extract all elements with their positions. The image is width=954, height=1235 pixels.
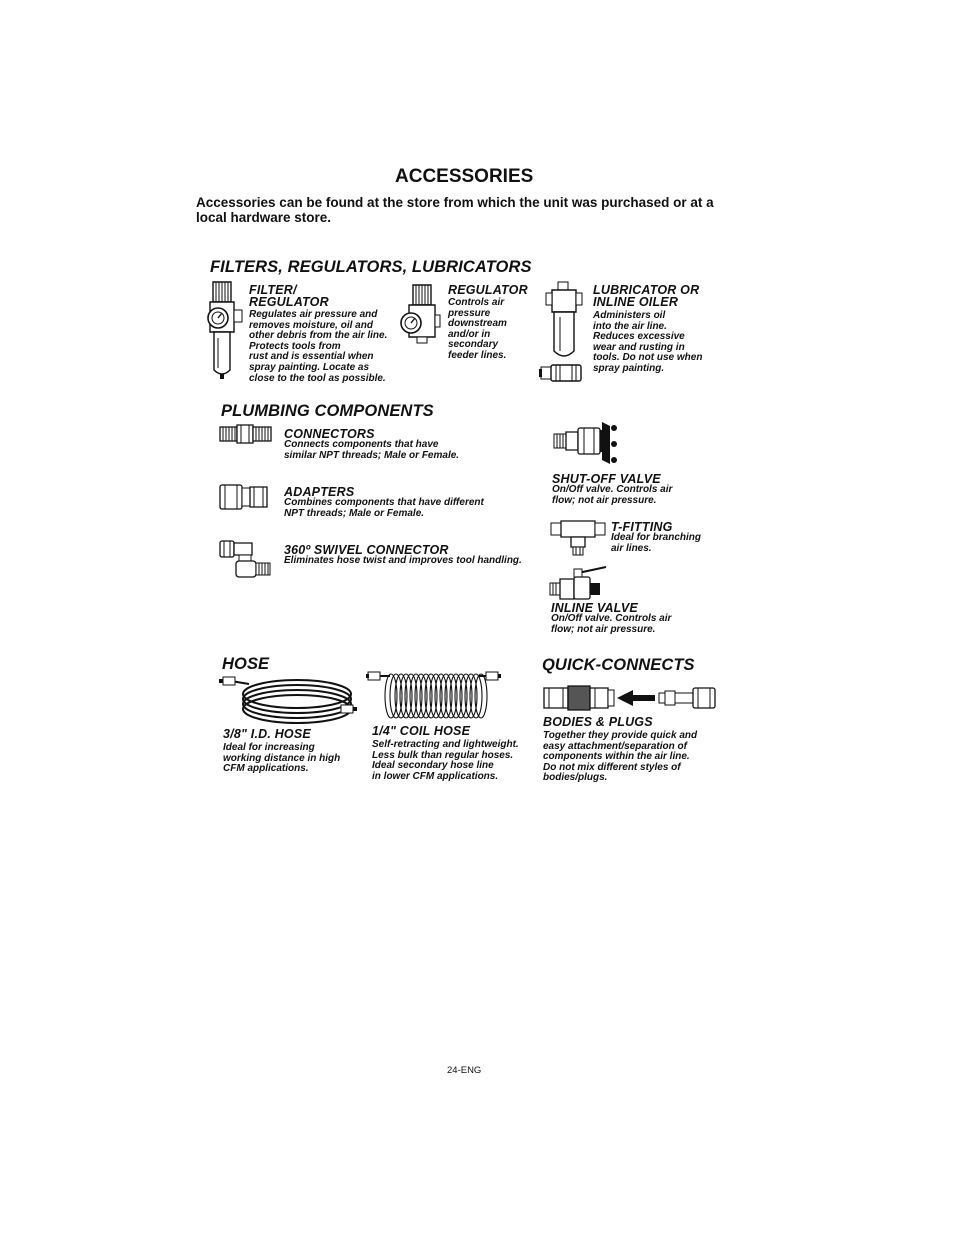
shutoff-title: SHUT-OFF VALVE (552, 472, 661, 486)
filter-regulator-desc: Regulates air pressure and removes moisture, oil and other debris from the air line. Protects tools from rust and is essential when spray painting. Locate as close to the tool as possible. (249, 309, 388, 384)
id-hose-icon (219, 672, 359, 726)
inline-valve-title: INLINE VALVE (551, 601, 638, 615)
lubricator-desc: Administers oil into the air line. Reduces excessive wear and rusting in tools. Do not use when spray painting. (593, 310, 703, 374)
quick-connects-heading: QUICK-CONNECTS (542, 656, 695, 674)
bodies-plugs-desc: Together they provide quick and easy attachment/separation of components within the air line. Do not mix different styles of bodies/plugs. (543, 730, 698, 784)
regulator-title: REGULATOR (448, 283, 528, 297)
adapters-desc: Combines components that have different NPT threads; Male or Female. (284, 497, 484, 519)
id-hose-desc: Ideal for increasing working distance in high CFM applications. (223, 742, 341, 775)
bodies-plugs-icon (543, 684, 719, 712)
t-fitting-icon (550, 519, 606, 557)
plumbing-heading: PLUMBING COMPONENTS (221, 402, 434, 420)
swivel-title: 360º SWIVEL CONNECTOR (284, 543, 449, 557)
filters-heading: FILTERS, REGULATORS, LUBRICATORS (210, 258, 532, 276)
inline-valve-desc: On/Off valve. Controls air flow; not air pressure. (551, 613, 672, 635)
swivel-connector-icon (219, 539, 273, 579)
regulator-icon (399, 283, 441, 345)
intro-text: Accessories can be found at the store from which the unit was purchased or at a local hardware store. (196, 195, 714, 225)
hose-heading: HOSE (222, 655, 270, 673)
connectors-desc: Connects components that have similar NPT threads; Male or Female. (284, 439, 460, 461)
inline-valve-icon (548, 565, 610, 601)
connectors-title: CONNECTORS (284, 427, 375, 441)
adapters-title: ADAPTERS (284, 485, 355, 499)
id-hose-title: 3/8" I.D. HOSE (223, 727, 311, 741)
page-title: ACCESSORIES (395, 166, 534, 187)
page-number: 24-ENG (447, 1065, 482, 1076)
swivel-desc: Eliminates hose twist and improves tool handling. (284, 555, 522, 566)
regulator-desc: Controls air pressure downstream and/or in secondary feeder lines. (448, 297, 507, 361)
t-fitting-title: T-FITTING (611, 520, 673, 534)
coil-hose-icon (366, 668, 502, 722)
shutoff-valve-icon (552, 420, 620, 468)
filter-regulator-icon (204, 280, 246, 380)
connector-icon (219, 424, 273, 444)
lubricator-title: LUBRICATOR OR INLINE OILER (593, 283, 700, 309)
shutoff-desc: On/Off valve. Controls air flow; not air pressure. (552, 484, 673, 506)
coil-hose-title: 1/4" COIL HOSE (372, 724, 471, 738)
bodies-plugs-title: BODIES & PLUGS (543, 715, 653, 729)
t-fitting-desc: Ideal for branching air lines. (611, 532, 702, 554)
filter-regulator-title: FILTER/ REGULATOR (249, 283, 329, 309)
adapter-icon (219, 483, 269, 511)
lubricator-icon (538, 281, 590, 385)
coil-hose-desc: Self-retracting and lightweight. Less bulk than regular hoses. Ideal secondary hose line in lower CFM applications. (372, 739, 519, 782)
